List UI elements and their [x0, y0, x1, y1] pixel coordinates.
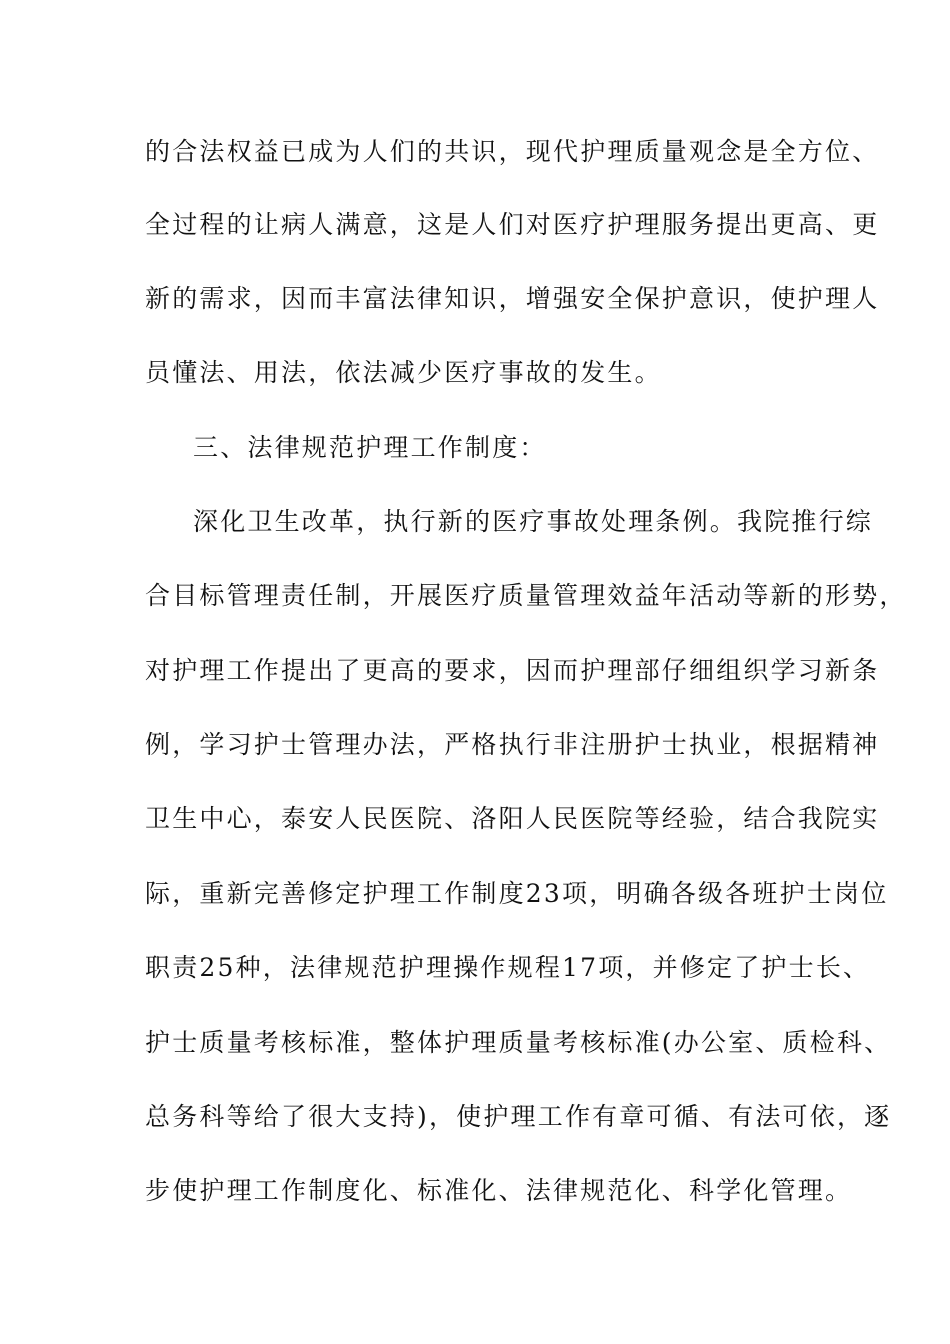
paragraph-line: 合目标管理责任制，开展医疗质量管理效益年活动等新的形势，: [145, 581, 907, 610]
paragraph-line: 深化卫生改革，执行新的医疗事故处理条例。我院推行综: [193, 507, 874, 536]
paragraph-line: 对护理工作提出了更高的要求，因而护理部仔细组织学习新条: [145, 656, 880, 685]
paragraph-line: 总务科等给了很大支持)，使护理工作有章可循、有法可依，逐: [145, 1102, 892, 1131]
paragraph-line: 职责25种，法律规范护理操作规程17项，并修定了护士长、: [145, 953, 871, 982]
paragraph-line: 的合法权益已成为人们的共识，现代护理质量观念是全方位、: [145, 137, 880, 166]
paragraph-line: 新的需求，因而丰富法律知识，增强安全保护意识，使护理人: [145, 284, 880, 313]
paragraph-line: 际，重新完善修定护理工作制度23项，明确各级各班护士岗位: [145, 879, 889, 908]
paragraph-line: 卫生中心，泰安人民医院、洛阳人民医院等经验，结合我院实: [145, 804, 880, 833]
paragraph-line: 步使护理工作制度化、标准化、法律规范化、科学化管理。: [145, 1176, 853, 1205]
section-heading: 三、法律规范护理工作制度：: [193, 433, 547, 462]
paragraph-line: 例，学习护士管理办法，严格执行非注册护士执业，根据精神: [145, 730, 880, 759]
paragraph-line: 员懂法、用法，依法减少医疗事故的发生。: [145, 358, 662, 387]
paragraph-line: 全过程的让病人满意，这是人们对医疗护理服务提出更高、更: [145, 210, 880, 239]
paragraph-line: 护士质量考核标准，整体护理质量考核标准(办公室、质检科、: [145, 1028, 892, 1057]
